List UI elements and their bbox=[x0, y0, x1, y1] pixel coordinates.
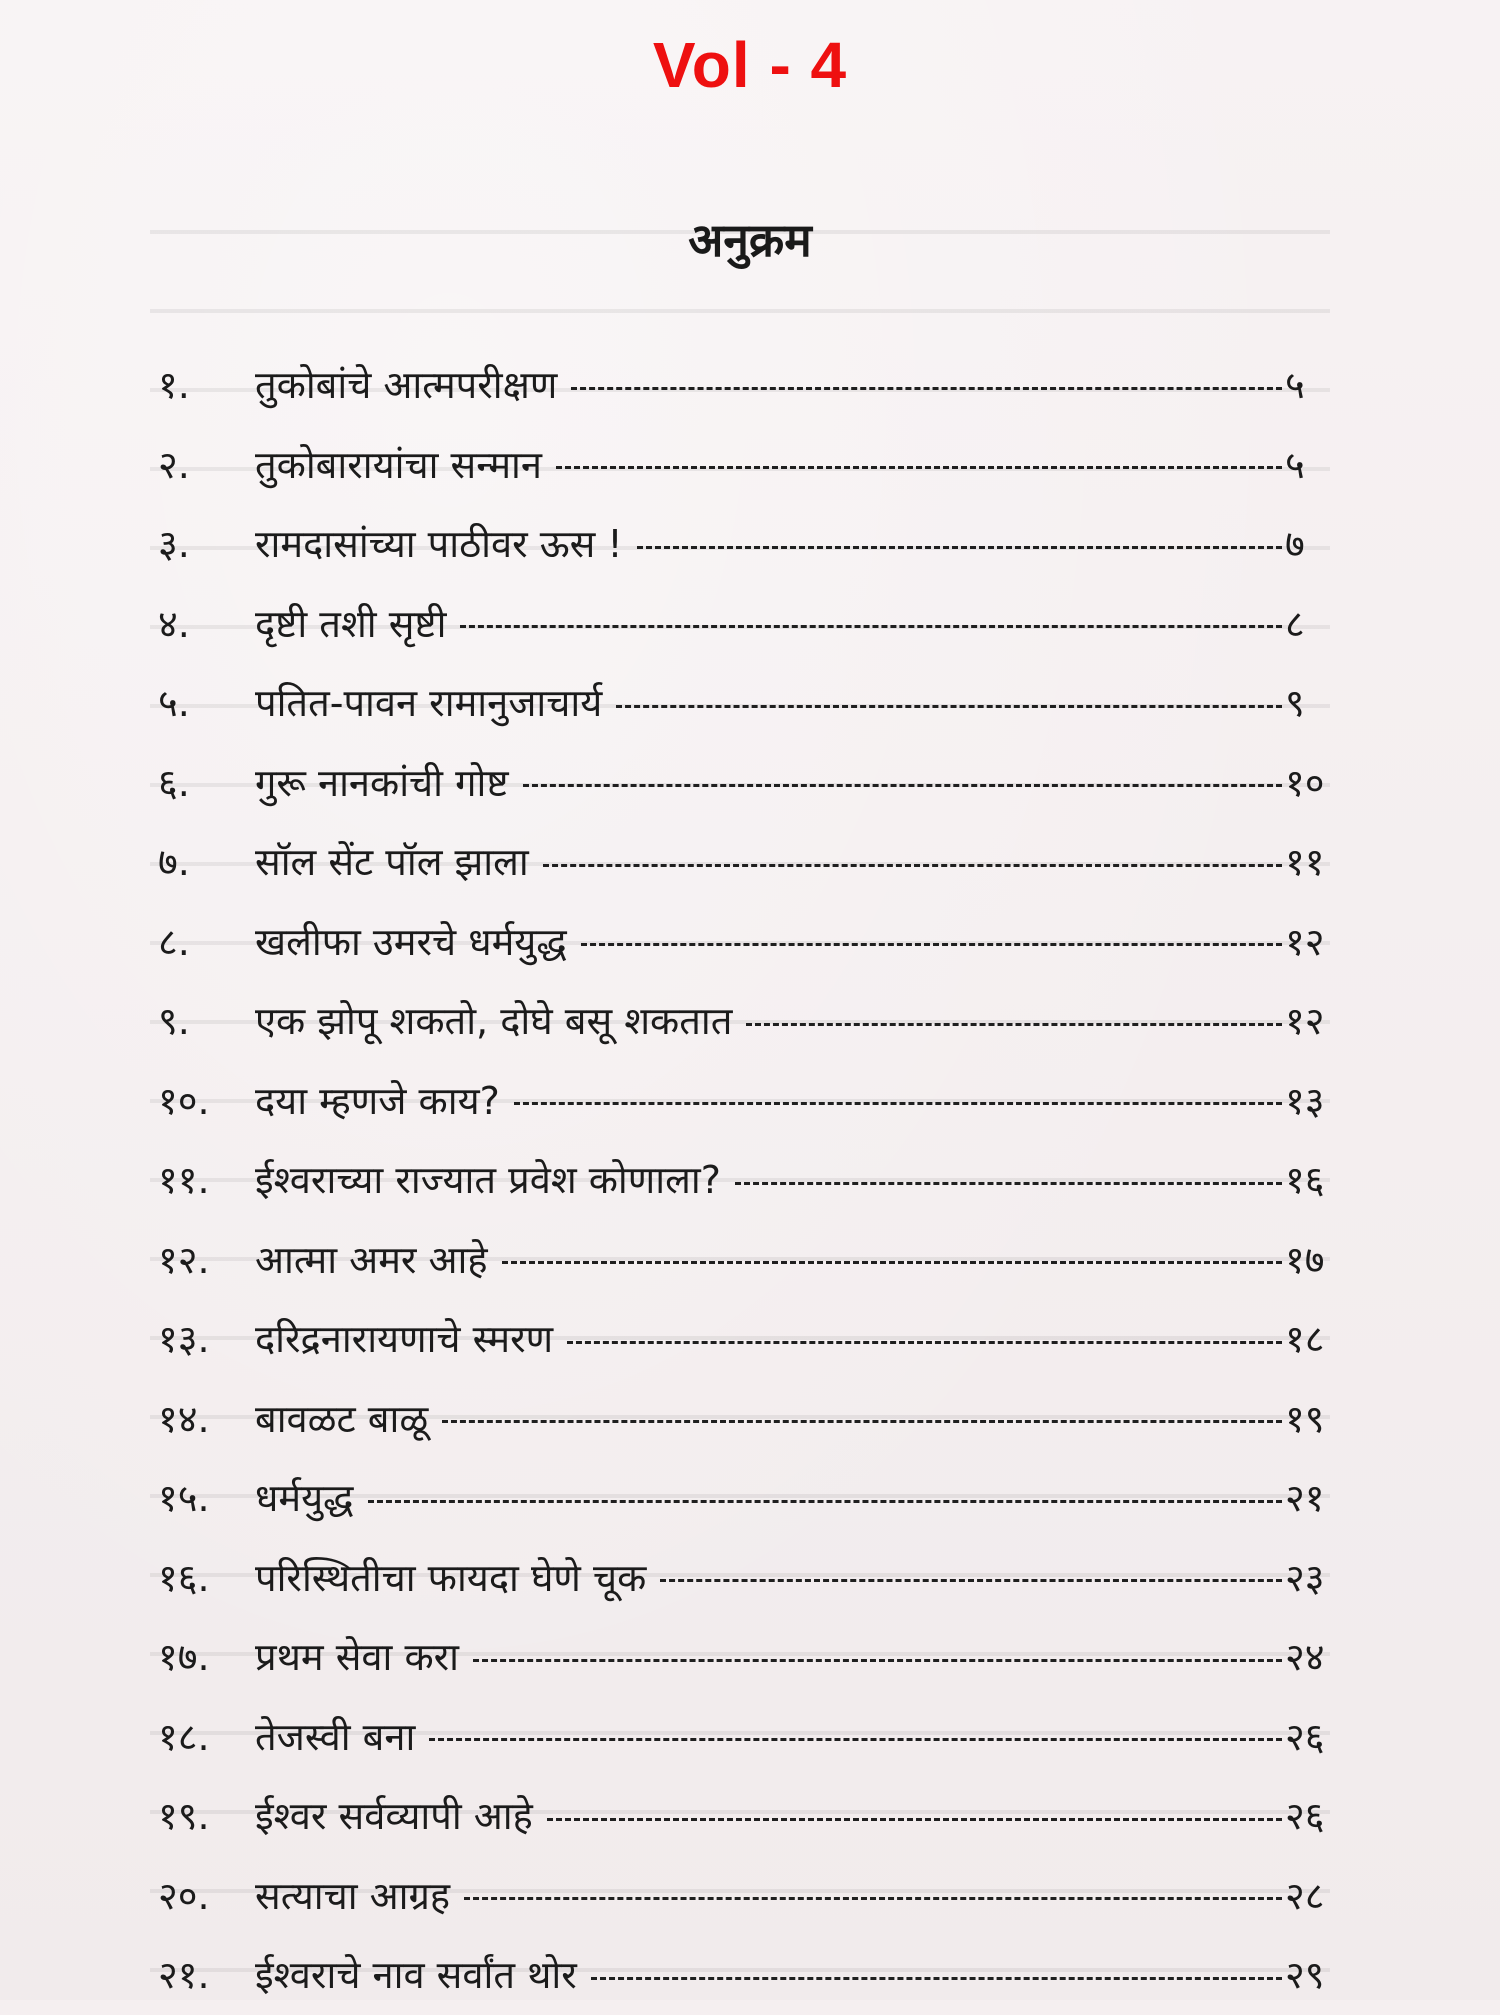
toc-entry-body bbox=[255, 1709, 1282, 1765]
toc-entry bbox=[0, 1776, 1500, 1856]
toc-entry-body bbox=[255, 1788, 1282, 1844]
toc-entry-page-number: २९ bbox=[1285, 1953, 1325, 1997]
toc-entry-page-number: ७ bbox=[1285, 522, 1305, 566]
toc-entry-number: ६. bbox=[158, 760, 190, 805]
toc-entry-title: ईश्वर सर्वव्यापी आहे bbox=[255, 1794, 533, 1838]
toc-entry-number: २१. bbox=[158, 1953, 210, 1997]
toc-entry bbox=[0, 1538, 1500, 1618]
toc-entry-title: आत्मा अमर आहे bbox=[255, 1237, 488, 1282]
toc-entry bbox=[0, 1140, 1500, 1220]
toc-entry-body bbox=[255, 755, 1282, 811]
toc-entry-number: १७. bbox=[158, 1635, 210, 1679]
toc-entry-number: १५. bbox=[158, 1476, 210, 1520]
toc-entry-title: दया म्हणजे काय? bbox=[255, 1078, 500, 1123]
toc-leader-dashes bbox=[735, 1182, 1282, 1185]
toc-entry-title: धर्मयुद्ध bbox=[255, 1476, 354, 1520]
toc-leader-dashes bbox=[637, 546, 1282, 549]
toc-entry-title: तुकोबारायांचा सन्मान bbox=[255, 442, 542, 487]
toc-entry-number: १८. bbox=[158, 1714, 210, 1759]
toc-entry-page-number: २४ bbox=[1285, 1635, 1325, 1679]
toc-leader-dashes bbox=[591, 1977, 1282, 1980]
toc-entry-page-number: ८ bbox=[1285, 601, 1305, 646]
toc-entry-title: एक झोपू शकतो, दोघे बसू शकतात bbox=[255, 999, 733, 1043]
toc-leader-dashes bbox=[460, 625, 1282, 628]
toc-entry-page-number: २८ bbox=[1285, 1873, 1325, 1918]
toc-entry-body bbox=[255, 1470, 1282, 1526]
toc-entry-body bbox=[255, 1868, 1282, 1924]
toc-entry-body bbox=[255, 1550, 1282, 1606]
toc-entry-body bbox=[255, 1073, 1282, 1129]
toc-leader-dashes bbox=[464, 1897, 1282, 1900]
toc-entry-number: ४. bbox=[158, 601, 190, 646]
toc-entry-body bbox=[255, 516, 1282, 572]
toc-entry bbox=[0, 1220, 1500, 1300]
toc-leader-dashes bbox=[547, 1818, 1282, 1821]
toc-entry bbox=[0, 1458, 1500, 1538]
toc-entry-title: ईश्वराचे नाव सर्वांत थोर bbox=[255, 1953, 577, 1997]
toc-leader-dashes bbox=[514, 1102, 1282, 1105]
toc-entry-title: तुकोबांचे आत्मपरीक्षण bbox=[255, 363, 558, 407]
volume-label: Vol - 4 bbox=[652, 29, 848, 101]
toc-entry-body bbox=[255, 993, 1282, 1049]
toc-entry bbox=[0, 1061, 1500, 1141]
toc-leader-dashes bbox=[473, 1659, 1282, 1662]
toc-entry-page-number: ५ bbox=[1285, 442, 1305, 487]
toc-entry-body bbox=[255, 675, 1282, 731]
toc-entry-page-number: २३ bbox=[1285, 1555, 1325, 1600]
toc-entry-number: २. bbox=[158, 442, 190, 487]
toc-entry-title: दृष्टी तशी सृष्टी bbox=[255, 601, 447, 646]
toc-entry-title: गुरू नानकांची गोष्ट bbox=[255, 760, 509, 805]
toc-entry bbox=[0, 743, 1500, 823]
toc-leader-dashes bbox=[746, 1023, 1282, 1026]
toc-entry-number: ११. bbox=[158, 1158, 210, 1202]
toc-leader-dashes bbox=[429, 1738, 1282, 1741]
toc-leader-dashes bbox=[556, 466, 1282, 469]
toc-leader-dashes bbox=[567, 1341, 1282, 1344]
toc-entry-title: प्रथम सेवा करा bbox=[255, 1635, 460, 1679]
toc-entry-body bbox=[255, 437, 1282, 493]
toc-entry-page-number: १० bbox=[1285, 760, 1325, 805]
toc-leader-dashes bbox=[543, 864, 1282, 867]
toc-entry-page-number: १२ bbox=[1285, 999, 1325, 1043]
toc-entry-number: १९. bbox=[158, 1794, 210, 1838]
toc-entry-title: बावळट बाळू bbox=[255, 1396, 429, 1441]
toc-entry-body bbox=[255, 1152, 1282, 1208]
toc-entry-page-number: २६ bbox=[1285, 1714, 1325, 1759]
toc-entry bbox=[0, 1379, 1500, 1459]
toc-leader-dashes bbox=[581, 943, 1282, 946]
toc-leader-dashes bbox=[502, 1261, 1282, 1264]
toc-entry-page-number: ५ bbox=[1285, 363, 1305, 407]
toc-leader-dashes bbox=[571, 387, 1282, 390]
toc-entry bbox=[0, 425, 1500, 505]
toc-entry bbox=[0, 1935, 1500, 2015]
toc-entry-title: रामदासांच्या पाठीवर ऊस ! bbox=[255, 522, 623, 566]
toc-leader-dashes bbox=[368, 1500, 1283, 1503]
toc-leader-dashes bbox=[523, 784, 1282, 787]
toc-entry-page-number: ११ bbox=[1285, 840, 1325, 884]
toc-entry-body bbox=[255, 1947, 1282, 2003]
toc-entry-title: दरिद्रनारायणाचे स्मरण bbox=[255, 1317, 554, 1361]
toc-entry-page-number: १९ bbox=[1285, 1396, 1325, 1441]
toc-entry bbox=[0, 1299, 1500, 1379]
toc-entry-body bbox=[255, 914, 1282, 970]
toc-entry-page-number: १३ bbox=[1285, 1078, 1325, 1123]
table-of-contents bbox=[0, 345, 1500, 2015]
toc-entry-page-number: १२ bbox=[1285, 919, 1325, 964]
toc-entry bbox=[0, 345, 1500, 425]
toc-entry-page-number: १८ bbox=[1285, 1317, 1325, 1361]
toc-entry-title: ईश्वराच्या राज्यात प्रवेश कोणाला? bbox=[255, 1158, 721, 1202]
toc-entry bbox=[0, 981, 1500, 1061]
page-title: अनुक्रम bbox=[688, 213, 812, 267]
toc-leader-dashes bbox=[442, 1420, 1282, 1423]
toc-entry-page-number: १७ bbox=[1285, 1237, 1325, 1282]
toc-entry bbox=[0, 1697, 1500, 1777]
toc-entry-title: तेजस्वी बना bbox=[255, 1714, 416, 1759]
toc-entry-number: ७. bbox=[158, 840, 190, 884]
toc-entry-title: पतित-पावन रामानुजाचार्य bbox=[255, 681, 603, 725]
toc-entry bbox=[0, 1617, 1500, 1697]
toc-entry bbox=[0, 663, 1500, 743]
toc-entry bbox=[0, 902, 1500, 982]
toc-entry-number: ९. bbox=[158, 999, 190, 1043]
toc-entry-number: १०. bbox=[158, 1078, 210, 1123]
toc-entry-body bbox=[255, 834, 1282, 890]
toc-entry bbox=[0, 584, 1500, 664]
toc-entry-body bbox=[255, 1311, 1282, 1367]
toc-entry-number: १. bbox=[158, 363, 190, 407]
toc-leader-dashes bbox=[616, 705, 1282, 708]
toc-entry-title: सॉल सेंट पॉल झाला bbox=[255, 840, 529, 884]
toc-entry-number: १६. bbox=[158, 1555, 210, 1600]
toc-entry bbox=[0, 1856, 1500, 1936]
toc-entry-page-number: १६ bbox=[1285, 1158, 1325, 1202]
toc-leader-dashes bbox=[660, 1579, 1282, 1582]
toc-entry-number: १२. bbox=[158, 1237, 210, 1282]
toc-entry-page-number: २१ bbox=[1285, 1476, 1325, 1520]
toc-entry-number: ५. bbox=[158, 681, 190, 725]
toc-entry-body bbox=[255, 357, 1282, 413]
toc-entry-number: १४. bbox=[158, 1396, 210, 1441]
toc-entry-page-number: २६ bbox=[1285, 1794, 1325, 1838]
toc-entry-title: खलीफा उमरचे धर्मयुद्ध bbox=[255, 919, 567, 964]
toc-entry-title: परिस्थितीचा फायदा घेणे चूक bbox=[255, 1555, 647, 1600]
toc-entry-body bbox=[255, 1232, 1282, 1288]
toc-entry-body bbox=[255, 1629, 1282, 1685]
toc-entry-page-number: ९ bbox=[1285, 681, 1305, 725]
toc-entry bbox=[0, 504, 1500, 584]
toc-entry-number: १३. bbox=[158, 1317, 210, 1361]
toc-entry-number: २०. bbox=[158, 1873, 210, 1918]
toc-entry-title: सत्याचा आग्रह bbox=[255, 1873, 451, 1918]
toc-entry bbox=[0, 822, 1500, 902]
toc-entry-body bbox=[255, 596, 1282, 652]
toc-entry-body bbox=[255, 1391, 1282, 1447]
toc-entry-number: ३. bbox=[158, 522, 190, 566]
toc-entry-number: ८. bbox=[158, 919, 190, 964]
